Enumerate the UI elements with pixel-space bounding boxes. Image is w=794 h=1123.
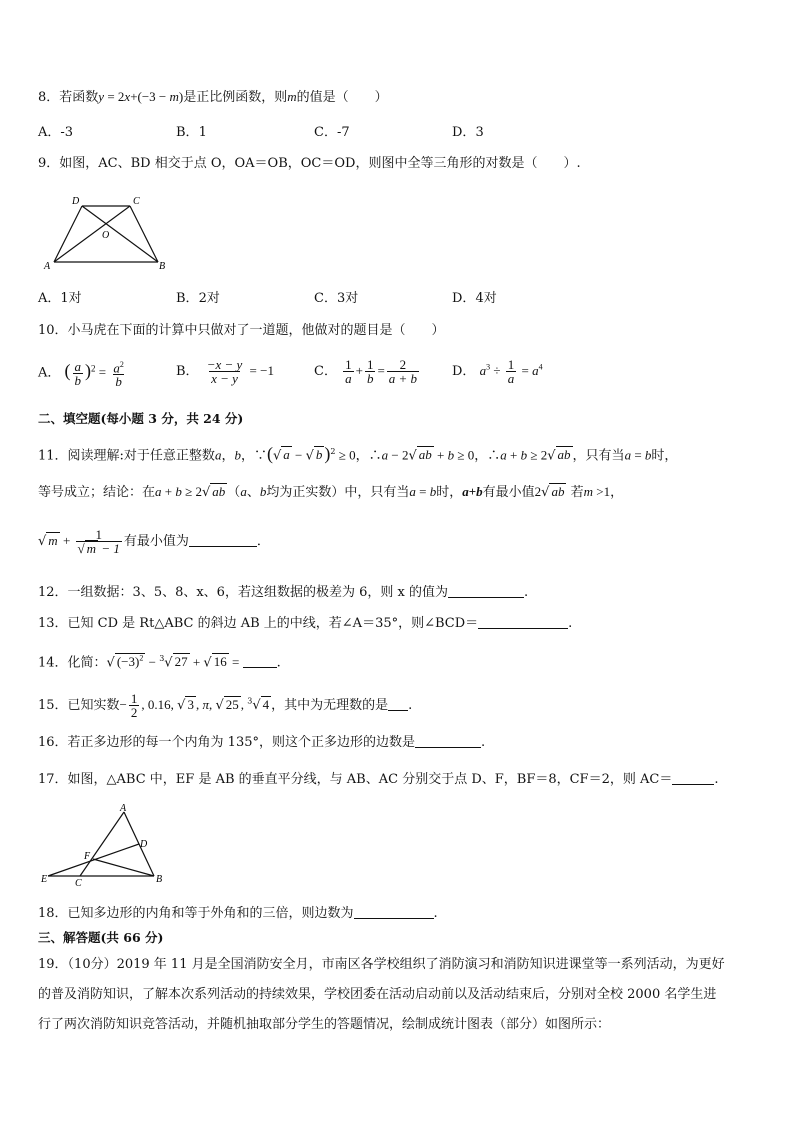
q17-label-e: E	[41, 874, 48, 885]
question-12: 12．一组数据：3、5、8、x、6，若这组数据的极差为 6，则 x 的值为 .	[38, 585, 529, 600]
question-19-line-2: 的普及消防知识，了解本次系列活动的持续效果，学校团委在活动启动前以及活动结束后，分别对全校 2000 名学生进	[38, 987, 717, 1002]
q9-trapezoid-figure	[38, 188, 178, 270]
q17-label-f: F	[84, 851, 91, 862]
q15-answer-blank[interactable]	[388, 696, 408, 711]
question-11-line-3: √ m + $\frac{1}{√ m - 1}$ 有最小值为 ．	[38, 527, 270, 556]
question-18: 18．已知多边形的内角和等于外角和的三倍，则边数为 .	[38, 906, 438, 921]
q11-answer-blank[interactable]	[189, 532, 257, 547]
q8-option-c[interactable]: C．-7	[314, 125, 350, 140]
question-13: 13．已知 CD 是 Rt△ABC 的斜边 AB 上的中线，若∠A＝35°，则∠BCD＝ .	[38, 616, 573, 631]
q12-answer-blank[interactable]	[448, 583, 524, 598]
q8-option-b[interactable]: B．1	[176, 125, 207, 140]
q16-answer-blank[interactable]	[415, 733, 481, 748]
question-9: 9．如图，AC、BD 相交于点 O，OA＝OB，OC＝OD，则图中全等三角形的对数是（ ）.	[38, 156, 581, 171]
question-17: 17．如图，△ABC 中，EF 是 AB 的垂直平分线，与 AB、AC 分别交于点 D、F，BF＝8，CF＝2，则 AC＝ .	[38, 772, 719, 787]
q17-label-c: C	[75, 878, 82, 888]
q9-option-c[interactable]: C．3对	[314, 291, 359, 306]
question-14: 14．化简：√ $(-3)^2 - ^3√$ 27 + √ 16 = .	[38, 654, 281, 671]
q10-option-a[interactable]: A． ( $\frac{a}{b}$ )$^2$ = $\frac{a^2}{b}$	[38, 358, 124, 390]
q17-label-a: A	[120, 803, 127, 814]
q18-answer-blank[interactable]	[354, 904, 434, 919]
q9-option-b[interactable]: B．2对	[176, 291, 220, 306]
q17-label-b: B	[156, 874, 163, 885]
question-19-line-1: 19．（10分）2019 年 11 月是全国消防安全月，市南区各学校组织了消防演习和消防知识进课堂等一系列活动，为更好	[38, 957, 725, 972]
question-10: 10．小马虎在下面的计算中只做对了一道题，他做对的题目是（ ）	[38, 323, 445, 338]
q13-answer-blank[interactable]	[478, 614, 568, 629]
question-11-line-1: 11．阅读理解:对于任意正整数a，b，∵(√ a − √ b )$^2$ ≥ 0，∴a − 2√ ab + b ≥ 0，∴a + b ≥ 2√ ab ，只有当a = b时，	[38, 443, 678, 464]
q10-option-c[interactable]: C． $\frac{1}{a}$ + $\frac{1}{b}$ = $\frac{2}{a + b}$	[314, 357, 418, 386]
q17-answer-blank[interactable]	[672, 770, 714, 785]
q8-formula: y	[98, 89, 105, 104]
question-15: 15．已知实数− $\frac{1}{2}$ , 0.16, √ 3 , π, √ 25 , $^3$√ 4 ，其中为无理数的是 .	[38, 691, 413, 720]
question-8: 8．若函数y = 2x+(−3 − m)是正比例函数，则m的值是（ ）	[38, 89, 388, 105]
question-11-line-2: 等号成立；结论：在a + b ≥ 2√ ab （a、b均为正实数）中，只有当a = b时，a+b有最小值2√ ab 若m >1，	[38, 484, 624, 500]
section-2-title: 二、填空题(每小题 3 分，共 24 分)	[38, 411, 244, 426]
q10-option-d[interactable]: D． $a^3$ ÷ $\frac{1}{a}$ = $a^4$	[452, 357, 543, 386]
q10-option-b[interactable]: B． $\frac{-x - y}{x - y}$ = −1	[176, 357, 274, 386]
section-3-title: 三、解答题(共 66 分)	[38, 930, 164, 945]
q9-option-a[interactable]: A．1对	[38, 291, 82, 306]
question-19-line-3: 行了两次消防知识竞答活动，并随机抽取部分学生的答题情况，绘制成统计图表（部分）如图所示：	[38, 1017, 611, 1032]
question-16: 16．若正多边形的每一个内角为 135°，则这个正多边形的边数是 .	[38, 735, 486, 750]
q8-option-a[interactable]: A．-3	[38, 125, 74, 140]
q17-label-d: D	[140, 839, 148, 850]
q9-label-b: B	[159, 261, 166, 270]
q8-option-d[interactable]: D．3	[452, 125, 484, 140]
q17-triangle-figure	[38, 802, 168, 888]
q14-answer-blank[interactable]	[243, 653, 277, 668]
q9-option-d[interactable]: D．4对	[452, 291, 497, 306]
q9-label-a: A	[44, 261, 51, 270]
q9-label-d: D	[72, 196, 80, 207]
q9-label-o: O	[102, 230, 110, 241]
q9-label-c: C	[133, 196, 140, 207]
